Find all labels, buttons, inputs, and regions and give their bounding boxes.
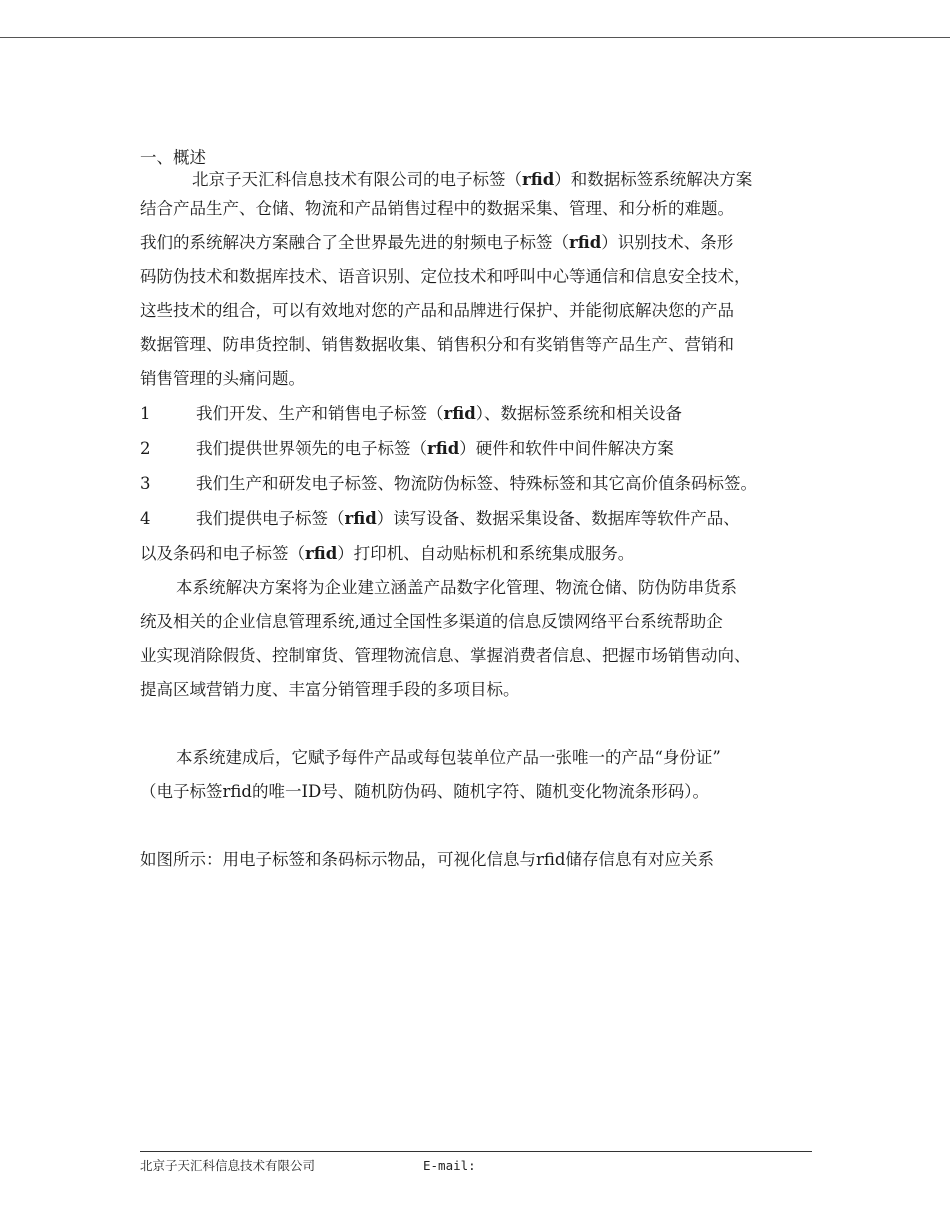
solution-paragraph bbox=[140, 571, 820, 707]
list-continuation: 以及条码和电子标签（rfid）打印机、自动贴标机和系统集成服务。 bbox=[140, 544, 635, 563]
header-rule bbox=[0, 37, 950, 38]
list-item-text: 我们开发、生产和销售电子标签（rfid）、数据标签系统和相关设备 bbox=[196, 404, 682, 423]
document-body bbox=[140, 148, 820, 877]
solution-line: 业实现消除假货、控制窜货、管理物流信息、掌握消费者信息、把握市场销售动向、 bbox=[140, 646, 751, 665]
list-item-text: 我们提供电子标签（rfid）读写设备、数据采集设备、数据库等软件产品、 bbox=[196, 509, 740, 528]
list-item-text: 我们生产和研发电子标签、物流防伪标签、特殊标签和其它高价值条码标签。 bbox=[196, 474, 757, 493]
intro-line: 数据管理、防串货控制、销售数据收集、销售积分和有奖销售等产品生产、营销和 bbox=[140, 335, 734, 354]
feature-list bbox=[140, 396, 820, 571]
list-item-number: 4 bbox=[140, 509, 151, 528]
identity-paragraph bbox=[140, 741, 820, 809]
identity-line: 本系统建成后，它赋予每件产品或每包装单位产品一张唯一的产品“身份证” bbox=[176, 748, 721, 767]
list-item bbox=[140, 501, 820, 536]
solution-line: 本系统解决方案将为企业建立涵盖产品数字化管理、物流仓储、防伪防串货系 bbox=[176, 578, 737, 597]
identity-line: （电子标签rfid的唯一ID号、随机防伪码、随机字符、随机变化物流条形码）。 bbox=[140, 782, 709, 801]
list-item-number: 1 bbox=[140, 404, 151, 423]
footer-company: 北京子天汇科信息技术有限公司 bbox=[140, 1158, 316, 1173]
list-item-text: 我们提供世界领先的电子标签（rfid）硬件和软件中间件解决方案 bbox=[196, 439, 674, 458]
list-item bbox=[140, 466, 820, 501]
list-item-number: 3 bbox=[140, 474, 151, 493]
paragraph-spacer bbox=[140, 809, 820, 843]
intro-line: 这些技术的组合，可以有效地对您的产品和品牌进行保护、并能彻底解决您的产品 bbox=[140, 301, 734, 320]
list-item bbox=[140, 431, 820, 466]
figure-caption: 如图所示：用电子标签和条码标示物品，可视化信息与rfid储存信息有对应关系 bbox=[140, 850, 714, 869]
list-item-number: 2 bbox=[140, 439, 151, 458]
paragraph-spacer bbox=[140, 707, 820, 741]
intro-line: 销售管理的头痛问题。 bbox=[140, 369, 305, 388]
intro-line: 我们的系统解决方案融合了全世界最先进的射频电子标签（rfid）识别技术、条形 bbox=[140, 233, 734, 252]
solution-line: 提高区域营销力度、丰富分销管理手段的多项目标。 bbox=[140, 680, 520, 699]
solution-line: 统及相关的企业信息管理系统,通过全国性多渠道的信息反馈网络平台系统帮助企 bbox=[140, 612, 723, 631]
list-item bbox=[140, 396, 820, 431]
footer-email: E-mail: bbox=[423, 1158, 476, 1173]
intro-line: 北京子天汇科信息技术有限公司的电子标签（rfid）和数据标签系统解决方案 bbox=[192, 170, 753, 189]
intro-paragraph bbox=[140, 168, 820, 396]
intro-line: 码防伪技术和数据库技术、语音识别、定位技术和呼叫中心等通信和信息安全技术， bbox=[140, 267, 751, 286]
intro-line: 结合产品生产、仓储、物流和产品销售过程中的数据采集、管理、和分析的难题。 bbox=[140, 199, 734, 218]
footer-rule bbox=[140, 1151, 812, 1152]
section-heading: 一、概述 bbox=[140, 148, 206, 167]
